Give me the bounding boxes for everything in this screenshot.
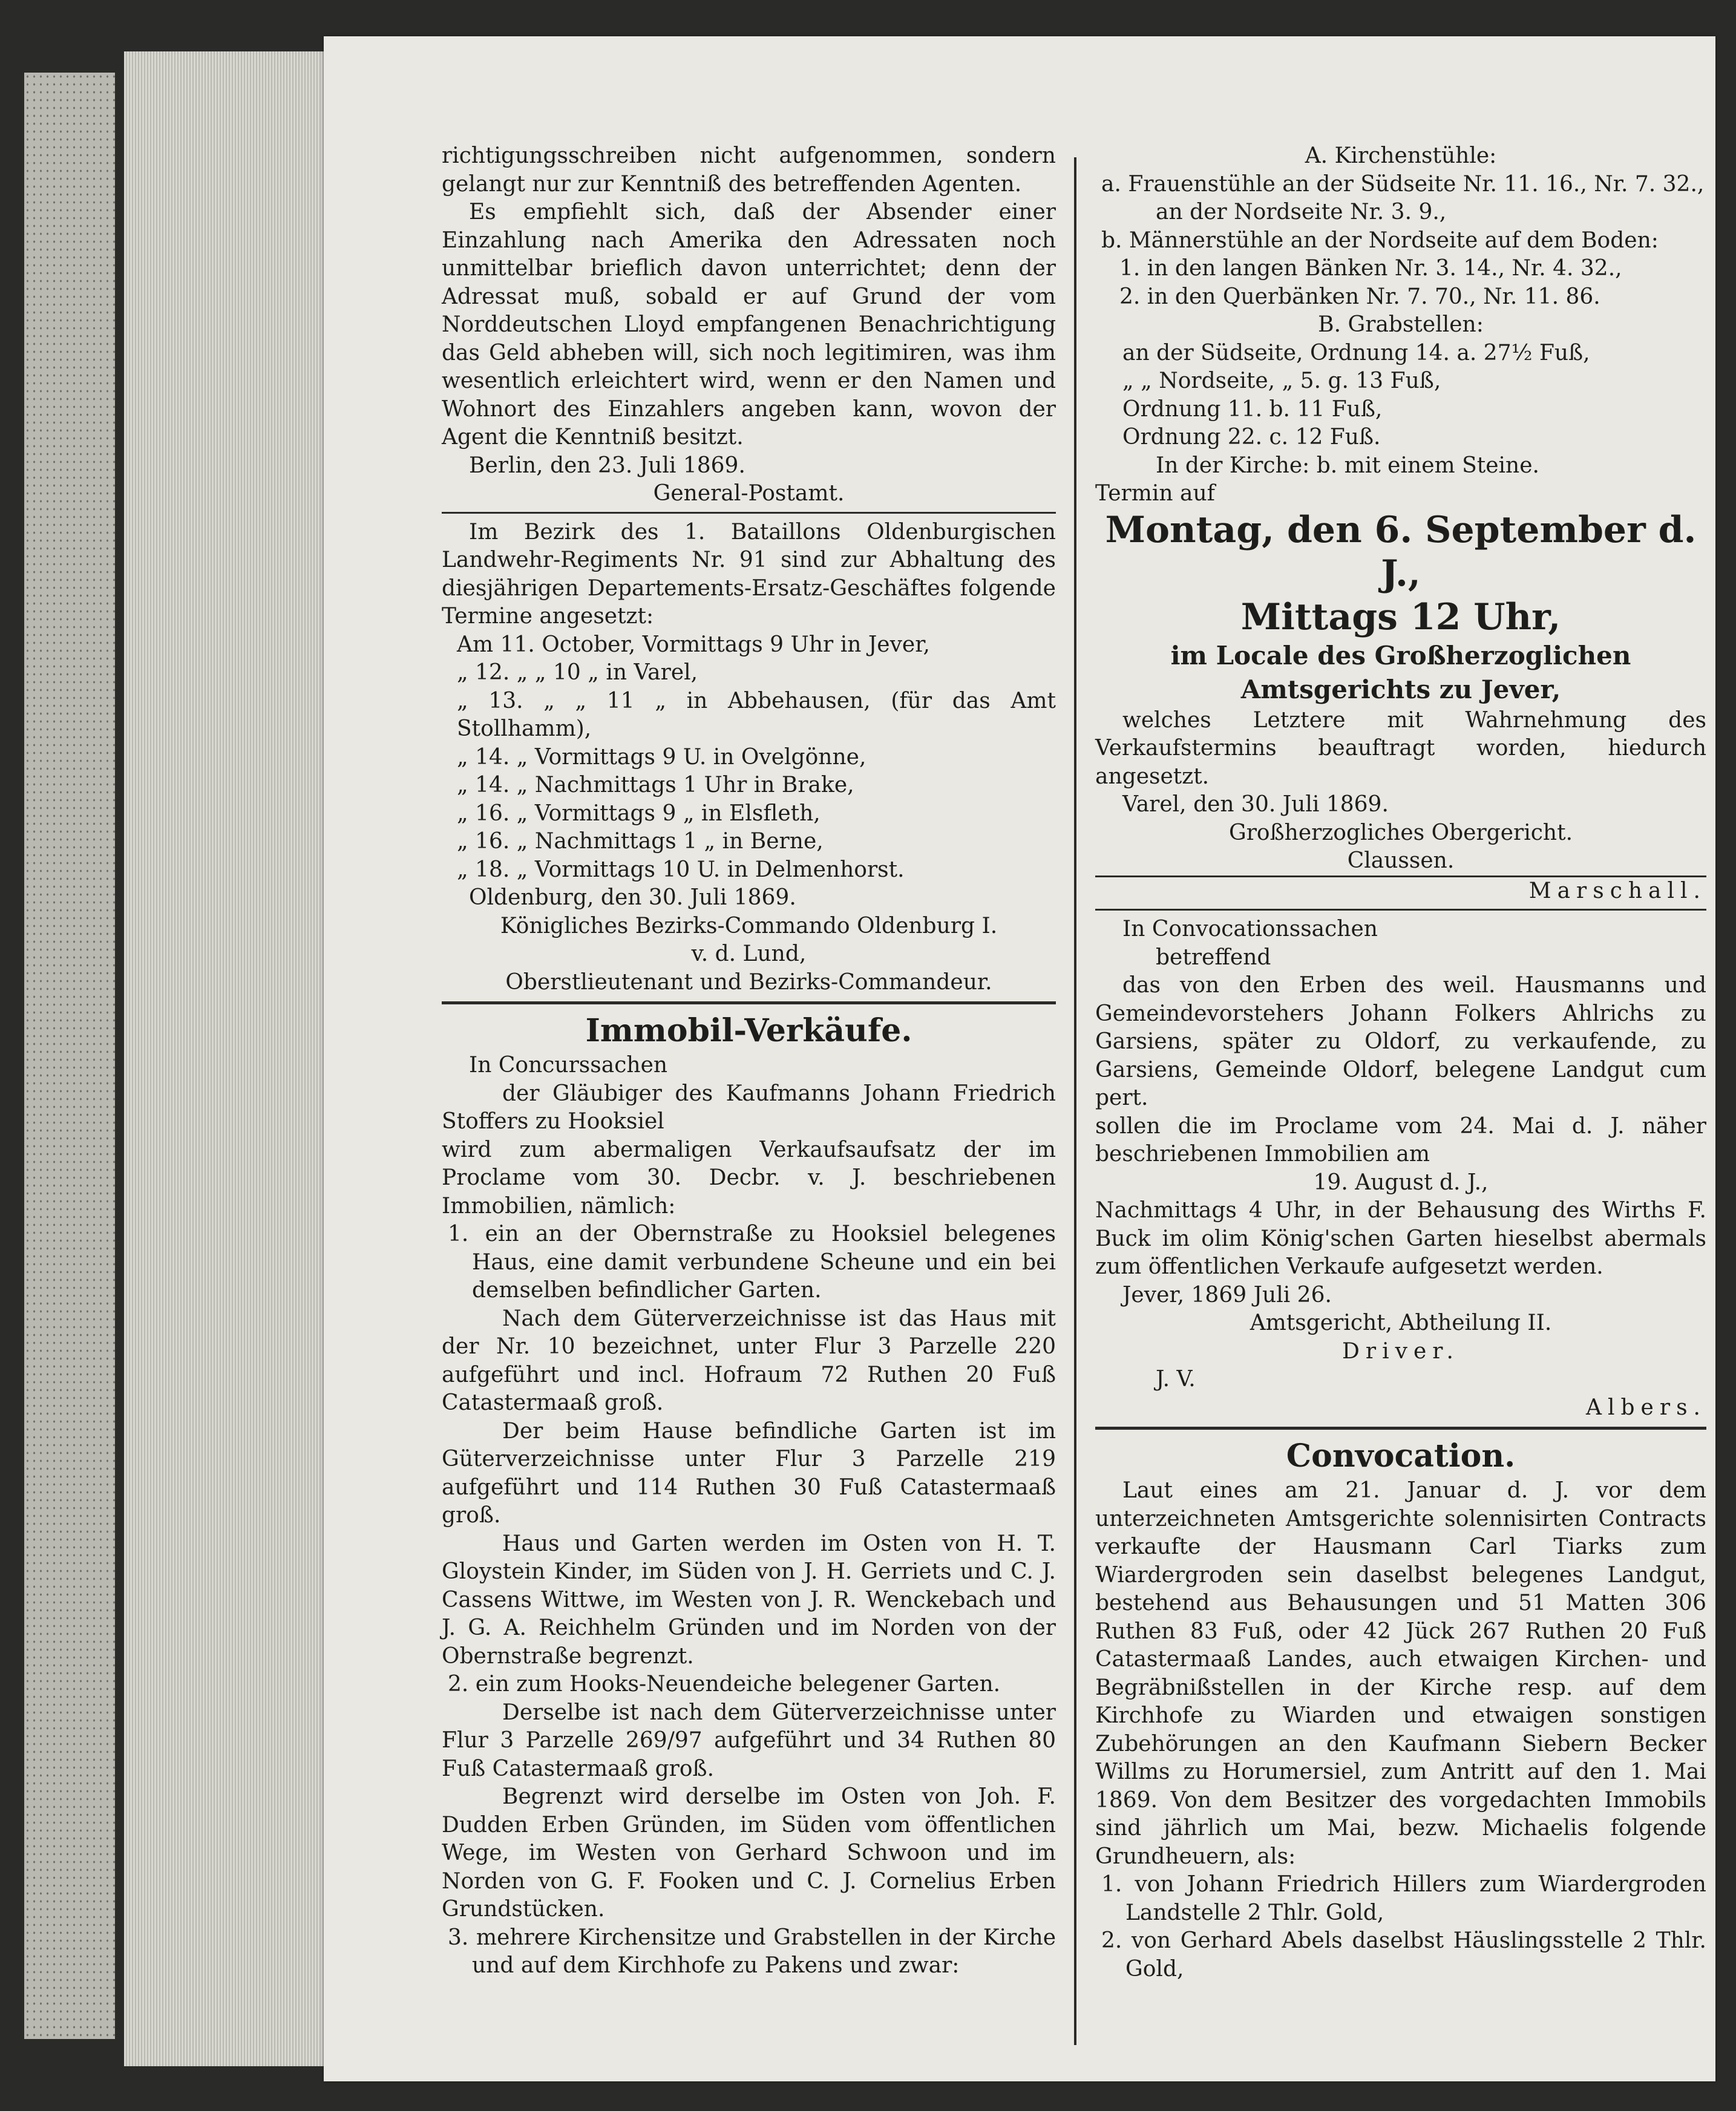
termin-row: „ 14. „ Nachmittags 1 Uhr in Brake, (457, 773, 854, 797)
convocation-paragraph: Nachmittags 4 Uhr, in der Behausung des Wirths F. Buck im olim König'schen Garten hieselbst abermals zum öffentlichen Verkaufe aufgesetzt werden. (1095, 1198, 1706, 1279)
right-column (1095, 142, 1706, 1983)
convocation-paragraph: sollen die im Proclame vom 24. Mai d. J. näher beschriebenen Immobilien am (1095, 1113, 1706, 1167)
signature: Marschall. (1095, 875, 1706, 906)
termine-list (442, 631, 1056, 885)
intro-paragraph: Es empfiehlt sich, daß der Absender einer Einzahlung nach Amerika den Adressaten noch unmittelbar brieflich davon unterrichtet; denn der Adressat muß, sobald er auf Grund der vom Norddeutschen Lloyd empfangenen Benachrichtigung das Geld abheben will, sich noch legitimiren, was ihm wesentlich erleichtert wird, wenn er den Namen und Wohnort des Einzahlers angeben kann, wovon der Agent die Kenntniß besitzt. (442, 200, 1056, 450)
list-item: 1. ein an der Obernstraße zu Hooksiel belegenes Haus, eine damit verbundene Scheune und ein bei demselben befindlicher Garten. (448, 1222, 1056, 1303)
termin-row: „ 13. „ „ 11 „ in Abbehausen, (für das Amt Stollhamm), (457, 688, 1056, 741)
list-item: In der Kirche: b. mit einem Steine. (1156, 453, 1539, 478)
signature: Claussen. (1347, 848, 1455, 873)
signature: Amtsgericht, Abtheilung II. (1250, 1311, 1552, 1335)
list-paragraph: Haus und Garten werden im Osten von H. T. Gloystein Kinder, im Süden von J. H. Gerriets und C. J. Cassens Wittwe, im Westen von J. R. Wenckebach und J. G. A. Reichhelm Gründen und im Norden von der Obernstraße begrenzt. (442, 1531, 1056, 1669)
list-paragraph: Begrenzt wird derselbe im Osten von Joh. F. Dudden Erben Gründen, im Süden vom öffentlichen Wege, im Westen von Gerhard Schwoon und im Norden von G. F. Fooken und C. J. Cornelius Erben Grundstücken. (442, 1784, 1056, 1922)
termin-paragraph: welches Letztere mit Wahrnehmung des Verkaufstermins beauftragt worden, hiedurch angesetzt. (1095, 707, 1706, 789)
list-item: 3. mehrere Kirchensitze und Grabstellen in der Kirche und auf dem Kirchhofe zu Pakens und zwar: (448, 1925, 1056, 1978)
divider (1095, 909, 1706, 911)
signature: Großherzogliches Obergericht. (1228, 820, 1573, 845)
termin-row: „ 14. „ Vormittags 9 U. in Ovelgönne, (457, 744, 866, 770)
termin-date-big: Montag, den 6. September d. J., (1105, 508, 1697, 595)
dateline: Oldenburg, den 30. Juli 1869. (469, 885, 796, 910)
divider (442, 512, 1056, 514)
list-item: „ „ Nordseite, „ 5. g. 13 Fuß, (1122, 368, 1441, 393)
termin-label: Termin auf (1095, 481, 1215, 506)
convocation-head: betreffend (1156, 944, 1271, 970)
column-divider (1074, 157, 1076, 2045)
dateline: Varel, den 30. Juli 1869. (1122, 792, 1389, 817)
konkurs-paragraph: wird zum abermaligen Verkaufsaufsatz der im Proclame vom 30. Decbr. v. J. beschriebenen Immobilien, nämlich: (442, 1137, 1056, 1219)
list-item: an der Südseite, Ordnung 14. a. 27½ Fuß, (1122, 340, 1590, 365)
convocation-paragraph: Laut eines am 21. Januar d. J. vor dem unterzeichneten Amtsgerichte solennisirten Contracts verkaufte der Hausmann Carl Tiarks zum Wiardergroden sein daselbst belegenes Landgut, bestehend aus Behausungen und 51 Matten 306 Ruthen 83 Fuß, oder 42 Jück 267 Ruthen 20 Fuß Catastermaaß Landes, auch etwaigen Kirchen- und Begräbnißstellen in der Kirche resp. auf dem Kirchhofe zu Wiarden und etwaigen sonstigen Zubehörungen an den Kaufmann Siebern Becker Willms zu Horumersiel, zum Antritt auf den 1. Mai 1869. Von dem Besitzer des vorgedachten Immobils sind jährlich um Mai, bezw. Michaelis folgende Grundheuern, als: (1095, 1478, 1706, 1869)
book-cover-edge (24, 73, 115, 2039)
konkurs-head: In Concurssachen (469, 1053, 668, 1078)
list-item: 1. von Johann Friedrich Hillers zum Wiardergroden Landstelle 2 Thlr. Gold, (1101, 1872, 1706, 1925)
convocation-head: In Convocationssachen (1122, 917, 1378, 941)
divider (1095, 1427, 1706, 1430)
termin-row: „ 18. „ Vormittags 10 U. in Delmenhorst. (457, 857, 905, 882)
list-paragraph: Nach dem Güterverzeichnisse ist das Haus mit der Nr. 10 bezeichnet, unter Flur 3 Parzelle 220 aufgeführt und incl. Hofraum 72 Ruthen 20 Fuß Catastermaaß groß. (442, 1306, 1056, 1415)
signature: General-Postamt. (653, 481, 845, 506)
list-paragraph: Derselbe ist nach dem Güterverzeichnisse unter Flur 3 Parzelle 269/97 aufgeführt und 34 Ruthen 80 Fuß Catastermaaß groß. (442, 1700, 1056, 1781)
list-item: 2. von Gerhard Abels daselbst Häuslingsstelle 2 Thlr. Gold, (1101, 1928, 1706, 1982)
signature: Oberstlieutenant und Bezirks-Commandeur. (505, 969, 992, 995)
list-item: 2. ein zum Hooks-Neuendeiche belegener Garten. (448, 1672, 1001, 1697)
dateline: Berlin, den 23. Juli 1869. (469, 453, 745, 478)
divider (442, 1001, 1056, 1004)
page-edges (124, 51, 324, 2066)
signature: J. V. (1156, 1367, 1196, 1392)
intro-paragraph: richtigungsschreiben nicht aufgenommen, sondern gelangt nur zur Kenntniß des betreffenden Agenten. (442, 143, 1056, 197)
termin-location: im Locale des Großherzoglichen Amtsgerichts zu Jever, (1170, 640, 1631, 704)
signature: Driver. (1342, 1338, 1459, 1364)
convocation-head: das von den Erben des weil. Hausmanns und Gemeindevorstehers Johann Folkers Ahlrichs zu Garsiens, später zu Oldorf, zu verkaufende, zu Garsiens, Gemeinde Oldorf, belegene Landgut cum pert. (1095, 973, 1706, 1110)
list-item: a. Frauenstühle an der Südseite Nr. 11. 16., Nr. 7. 32., (1101, 171, 1705, 197)
list-item: Ordnung 11. b. 11 Fuß, (1122, 396, 1383, 422)
subheading: B. Grabstellen: (1318, 312, 1484, 337)
termin-row: „ 16. „ Nachmittags 1 „ in Berne, (457, 829, 824, 854)
bezirk-paragraph: Im Bezirk des 1. Bataillons Oldenburgischen Landwehr-Regiments Nr. 91 sind zur Abhaltung des diesjährigen Departements-Ersatz-Geschäftes folgende Termine angesetzt: (442, 519, 1056, 629)
section-title: Immobil-Verkäufe. (585, 1012, 912, 1049)
konkurs-head: der Gläubiger des Kaufmanns Johann Friedrich Stoffers zu Hooksiel (442, 1081, 1056, 1134)
termin-row: Am 11. October, Vormittags 9 Uhr in Jever, (457, 632, 930, 657)
section-title: Convocation. (1286, 1438, 1516, 1474)
list-item: b. Männerstühle an der Nordseite auf dem Boden: (1101, 227, 1659, 253)
dateline: Jever, 1869 Juli 26. (1122, 1282, 1332, 1308)
list-item: Ordnung 22. c. 12 Fuß. (1122, 425, 1381, 450)
signature: v. d. Lund, (691, 941, 807, 966)
list-paragraph: Der beim Hause befindliche Garten ist im Güterverzeichnisse unter Flur 3 Parzelle 219 aufgeführt und 114 Ruthen 30 Fuß Catastermaaß groß. (442, 1418, 1056, 1528)
subheading: A. Kirchenstühle: (1305, 143, 1497, 168)
list-item: 2. in den Querbänken Nr. 7. 70., Nr. 11. 86. (1119, 284, 1600, 309)
termin-row: „ 12. „ „ 10 „ in Varel, (457, 660, 698, 685)
termin-time-big: Mittags 12 Uhr, (1240, 595, 1561, 638)
signature: Albers. (1586, 1395, 1706, 1420)
termin-row: „ 16. „ Vormittags 9 „ in Elsfleth, (457, 800, 821, 826)
signature: Königliches Bezirks-Commando Oldenburg I. (500, 913, 998, 938)
convocation-date: 19. August d. J., (1313, 1170, 1489, 1195)
document-page (324, 36, 1715, 2081)
list-item: an der Nordseite Nr. 3. 9., (1156, 200, 1447, 224)
left-column (442, 142, 1056, 1980)
list-item: 1. in den langen Bänken Nr. 3. 14., Nr. 4. 32., (1119, 256, 1622, 281)
